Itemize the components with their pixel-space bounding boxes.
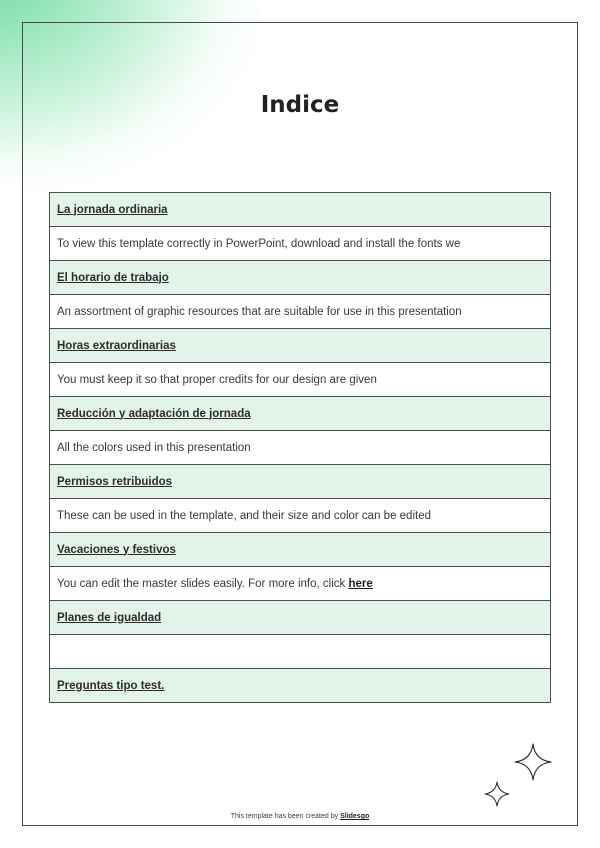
toc-row-body — [50, 499, 551, 533]
toc-body-text: An assortment of graphic resources that are suitable for use in this presentation — [50, 295, 551, 329]
toc-heading-link[interactable]: Preguntas tipo test. — [57, 679, 165, 692]
slidesgo-link[interactable]: Slidesgo — [340, 813, 370, 820]
toc-heading-link[interactable]: Horas extraordinarias — [57, 339, 176, 352]
toc-body-cell — [50, 567, 551, 601]
toc-row-heading — [50, 533, 551, 567]
toc-row-heading — [50, 669, 551, 703]
toc-row-heading — [50, 601, 551, 635]
toc-body-text: You must keep it so that proper credits for our design are given — [50, 363, 551, 397]
toc-row-body-empty — [50, 635, 551, 669]
toc-row-body — [50, 227, 551, 261]
toc-body-text: To view this template correctly in PowerPoint, download and install the fonts we — [50, 227, 551, 261]
toc-heading-link[interactable]: Planes de igualdad — [57, 611, 162, 624]
toc-body-text: You can edit the master slides easily. For more info, click — [57, 577, 349, 590]
toc-row-heading — [50, 397, 551, 431]
footer-text: This template has been created by — [230, 813, 341, 820]
toc-heading-link[interactable]: Vacaciones y festivos — [57, 543, 176, 556]
sparkle-icon — [514, 743, 552, 781]
toc-row-heading — [50, 261, 551, 295]
page-title: Indice — [260, 92, 340, 118]
toc-row-body — [50, 567, 551, 601]
toc-heading-link[interactable]: El horario de trabajo — [57, 271, 169, 284]
sparkle-icon — [484, 781, 510, 807]
toc-row-heading — [50, 465, 551, 499]
toc-heading-link[interactable]: Reducción y adaptación de jornada — [57, 407, 251, 420]
toc-row-body — [50, 295, 551, 329]
toc-body-text: These can be used in the template, and their size and color can be edited — [50, 499, 551, 533]
toc-heading-link[interactable]: Permisos retribuidos — [57, 475, 173, 488]
toc-body-text — [50, 635, 551, 669]
here-link[interactable]: here — [348, 577, 373, 590]
toc-row-body — [50, 431, 551, 465]
toc-table — [49, 192, 551, 703]
toc-body-text: All the colors used in this presentation — [50, 431, 551, 465]
toc-row-heading — [50, 193, 551, 227]
toc-heading-link[interactable]: La jornada ordinaria — [57, 203, 168, 216]
toc-row-heading — [50, 329, 551, 363]
toc-row-body — [50, 363, 551, 397]
footer-credit — [0, 813, 600, 820]
